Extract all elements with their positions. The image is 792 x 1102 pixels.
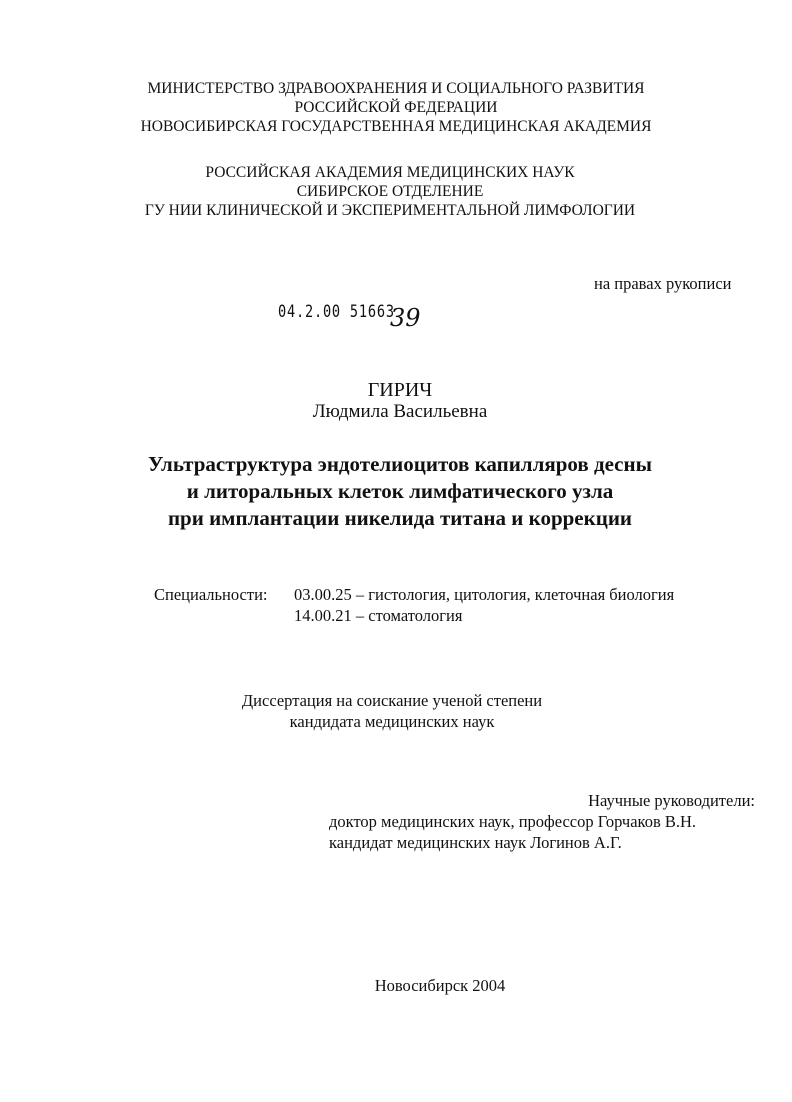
- degree-line: Диссертация на соискание ученой степени: [241, 691, 543, 710]
- header-line: СИБИРСКОЕ ОТДЕЛЕНИЕ: [296, 183, 484, 200]
- academy-header: [0, 163, 786, 220]
- title-line: при имплантации никелида титана и коррекции: [167, 506, 633, 530]
- dissertation-degree: [0, 690, 788, 732]
- title-line: и литоральных клеток лимфатического узла: [186, 479, 614, 503]
- specialties-label: Специальности:: [154, 585, 268, 604]
- title-line: Ультраструктура эндотелиоцитов капилляров десны: [148, 452, 652, 476]
- handwritten-number: 39: [390, 304, 421, 332]
- dissertation-title: [4, 451, 792, 532]
- author-given-names: Людмила Васильевна: [312, 401, 488, 422]
- ministry-header: [0, 79, 792, 136]
- header-line: РОССИЙСКОЙ ФЕДЕРАЦИИ: [294, 99, 498, 116]
- advisor: кандидат медицинских наук Логинов А.Г.: [329, 833, 622, 852]
- degree-line: кандидата медицинских наук: [289, 712, 495, 731]
- specialty-item: 03.00.25 – гистология, цитология, клеточная биология: [294, 585, 675, 604]
- advisor: доктор медицинских наук, профессор Горчаков В.Н.: [329, 812, 697, 831]
- header-line: ГУ НИИ КЛИНИЧЕСКОЙ И ЭКСПЕРИМЕНТАЛЬНОЙ ЛИМФОЛОГИИ: [144, 202, 636, 219]
- manuscript-rights: на правах рукописи: [594, 274, 732, 293]
- specialty-item: 14.00.21 – стоматология: [294, 606, 463, 625]
- registration-stamp: 04.2.00 51663: [278, 302, 395, 322]
- author-surname: ГИРИЧ: [367, 379, 433, 401]
- header-line: НОВОСИБИРСКАЯ ГОСУДАРСТВЕННАЯ МЕДИЦИНСКАЯ АКАДЕМИЯ: [140, 118, 652, 135]
- header-line: МИНИСТЕРСТВО ЗДРАВООХРАНЕНИЯ И СОЦИАЛЬНОГО РАЗВИТИЯ: [147, 80, 645, 97]
- city-year: Новосибирск 2004: [374, 976, 506, 995]
- header-line: РОССИЙСКАЯ АКАДЕМИЯ МЕДИЦИНСКИХ НАУК: [205, 164, 575, 181]
- advisors-label: Научные руководители:: [588, 791, 755, 810]
